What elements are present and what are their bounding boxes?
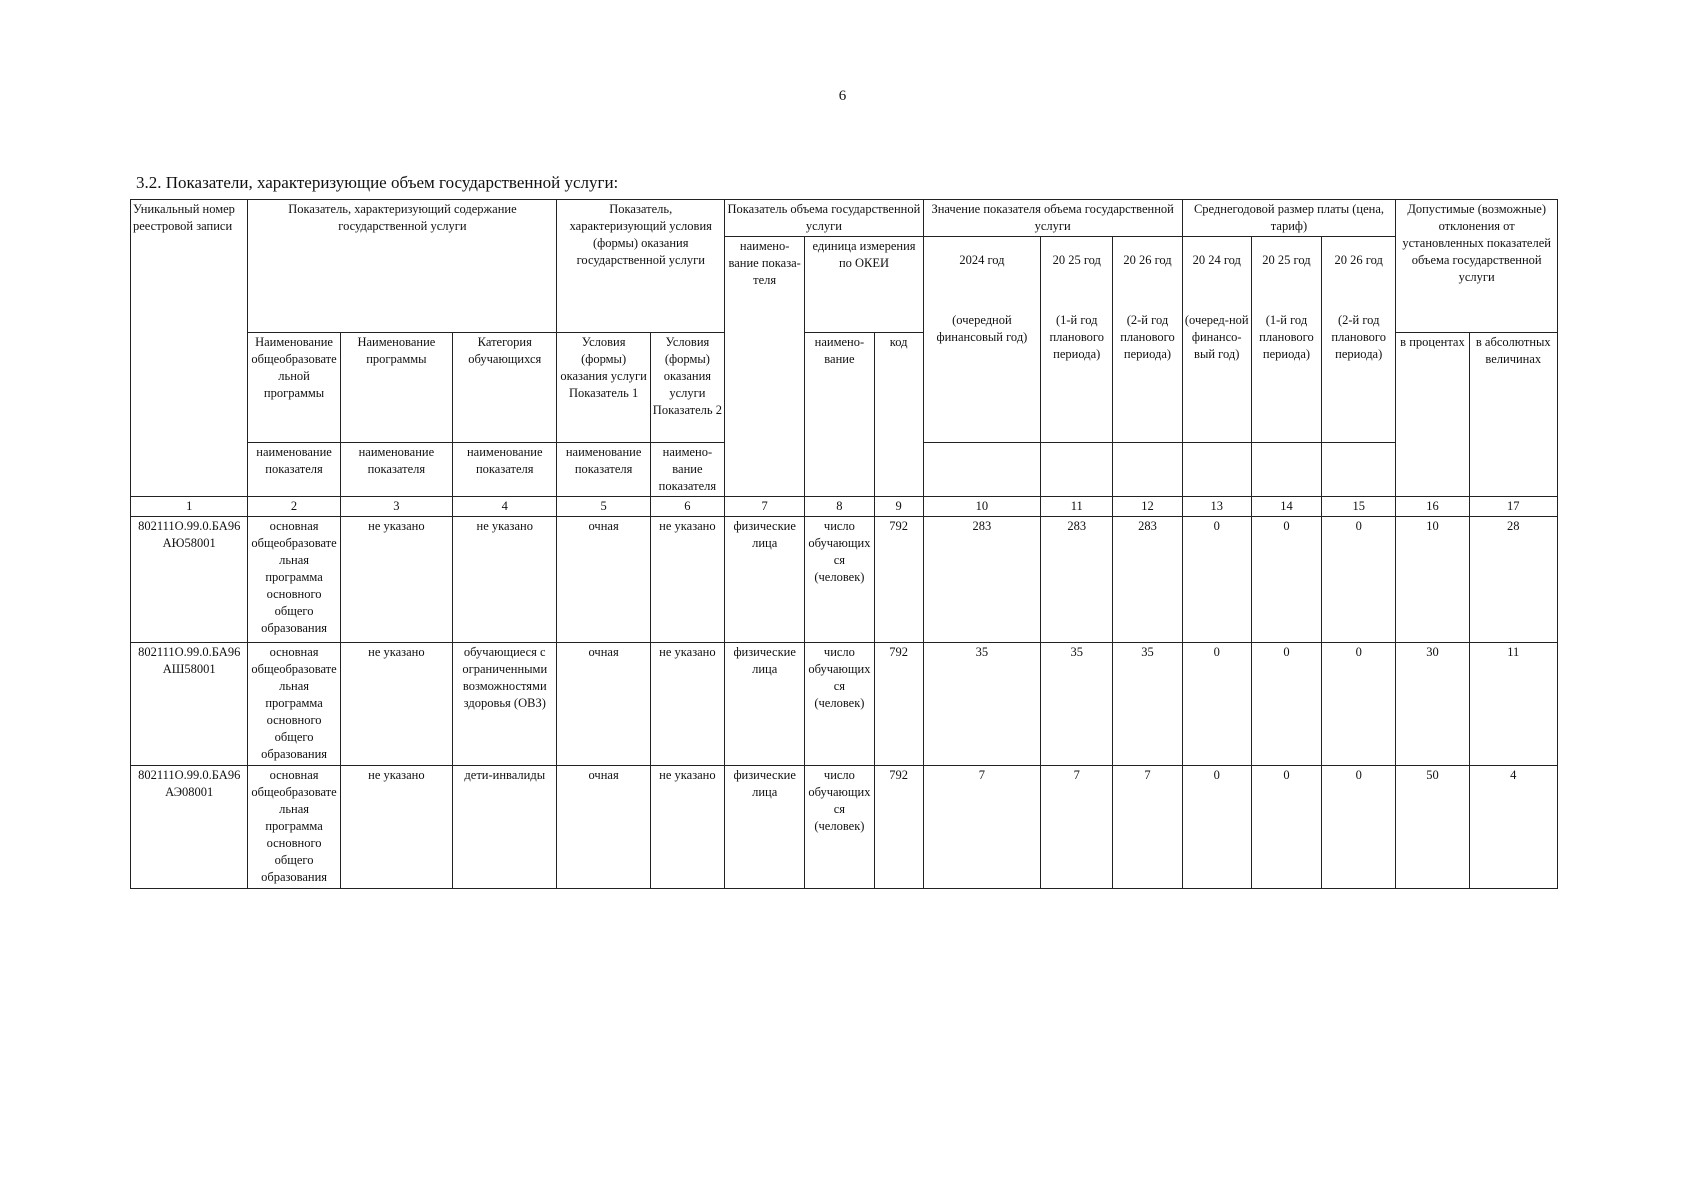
header-conditions-indicator: Показатель, характеризующий условия (формы) оказания государственной услуги [557,200,725,333]
row-deviation-absolute: 28 [1469,517,1557,643]
row-category: дети-инвалиды [453,766,557,889]
row-value-2025: 283 [1041,517,1113,643]
header-blank-12 [1113,443,1182,497]
row-value-2026: 7 [1113,766,1182,889]
header-sub-cond2: Условия (формы) оказания услуги Показатель 2 [650,333,724,443]
column-number: 14 [1251,497,1321,517]
header-fee-2026-period: (2-й год планового периода) [1331,313,1386,361]
row-fee-2025: 0 [1251,517,1321,643]
row-value-2024: 7 [923,766,1040,889]
column-numbers-row [131,497,1558,517]
header-2026-period: (2-й год планового периода) [1120,313,1175,361]
row-program: основная общеобразовательная программа основного общего образования [248,766,340,889]
row-unit: число обучающихся (человек) [805,643,874,766]
column-number: 9 [874,497,923,517]
row-registry-id: 802111О.99.0.БА96 АШ58001 [131,643,248,766]
table-row [131,766,1558,889]
row-indicator-name: физические лица [725,643,805,766]
row-fee-2024: 0 [1182,643,1251,766]
header-unit-code: код [874,333,923,497]
column-number: 8 [805,497,874,517]
row-program-name: не указано [340,766,452,889]
column-number: 6 [650,497,724,517]
row-fee-2024: 0 [1182,517,1251,643]
row-condition-2: не указано [650,766,724,889]
header-dev-absolute: в абсолютных величинах [1469,333,1557,497]
header-volume-indicator: Показатель объема государственной услуги [725,200,924,237]
header-fee-2026-label: 20 26 год [1334,253,1383,267]
column-number: 10 [923,497,1040,517]
row-registry-id: 802111О.99.0.БА96 АЭ08001 [131,766,248,889]
header-fee-2024 [1182,237,1251,443]
column-number: 13 [1182,497,1251,517]
header-content-indicator: Показатель, характеризующий содержание государственной услуги [248,200,557,333]
column-number: 3 [340,497,452,517]
header-2026-label: 20 26 год [1123,253,1172,267]
row-value-2024: 283 [923,517,1040,643]
header-blank-14 [1251,443,1321,497]
header-ind-name-2: наименование показателя [248,443,340,497]
row-code: 792 [874,643,923,766]
row-program-name: не указано [340,643,452,766]
header-volume-value: Значение показателя объема государственной услуги [923,200,1182,237]
column-number: 7 [725,497,805,517]
row-indicator-name: физические лица [725,517,805,643]
header-sub-program-name: Наименование общеобразовательной программы [248,333,340,443]
page-number: 6 [838,88,847,104]
row-registry-id: 802111О.99.0.БА96 АЮ58001 [131,517,248,643]
header-2024 [923,237,1040,443]
column-number: 15 [1322,497,1396,517]
header-fee-2024-period: (очеред-ной финансо-вый год) [1184,313,1249,361]
row-program: основная общеобразовательная программа основного общего образования [248,643,340,766]
header-fee-2025 [1251,237,1321,443]
row-form: очная [557,643,650,766]
row-form: очная [557,766,650,889]
row-code: 792 [874,517,923,643]
row-value-2025: 7 [1041,766,1113,889]
row-value-2025: 35 [1041,643,1113,766]
row-fee-2026: 0 [1322,643,1396,766]
row-condition-2: не указано [650,643,724,766]
row-category: обучающиеся с ограниченными возможностями здоровья (ОВЗ) [453,643,557,766]
column-number: 11 [1041,497,1113,517]
header-fee-2025-label: 20 25 год [1262,253,1311,267]
header-2024-period: (очередной финансовый год) [936,313,1028,344]
header-2025 [1041,237,1113,443]
column-number: 2 [248,497,340,517]
row-category: не указано [453,517,557,643]
header-avg-fee: Среднегодовой размер платы (цена, тариф) [1182,200,1396,237]
header-ind-name-4: наименование показателя [453,443,557,497]
row-program-name: не указано [340,517,452,643]
header-fee-2025-period: (1-й год планового периода) [1259,313,1314,361]
header-deviations: Допустимые (возможные) отклонения от установленных показателей объема государственной услуги [1396,200,1558,333]
row-code: 792 [874,766,923,889]
table-row [131,517,1558,643]
header-2025-label: 20 25 год [1052,253,1101,267]
column-number: 5 [557,497,650,517]
row-fee-2025: 0 [1251,766,1321,889]
header-2026 [1113,237,1182,443]
row-value-2024: 35 [923,643,1040,766]
volume-indicators-table [130,199,1558,889]
header-unique-number: Уникальный номер реестровой записи [131,200,248,497]
row-deviation-absolute: 11 [1469,643,1557,766]
row-indicator-name: физические лица [725,766,805,889]
section-title: 3.2. Показатели, характеризующие объем государственной услуги: [136,173,619,192]
header-unit-okei: единица измерения по ОКЕИ [805,237,923,333]
row-deviation-absolute: 4 [1469,766,1557,889]
column-number: 4 [453,497,557,517]
row-condition-2: не указано [650,517,724,643]
header-2024-label: 2024 год [959,253,1005,267]
column-number: 17 [1469,497,1557,517]
header-2025-period: (1-й год планового периода) [1049,313,1104,361]
column-number: 16 [1396,497,1469,517]
row-value-2026: 283 [1113,517,1182,643]
row-value-2026: 35 [1113,643,1182,766]
header-blank-15 [1322,443,1396,497]
row-unit: число обучающихся (человек) [805,766,874,889]
header-sub-category: Категория обучающихся [453,333,557,443]
header-indicator-name: наимено-вание показа-теля [725,237,805,497]
row-form: очная [557,517,650,643]
header-fee-2026 [1322,237,1396,443]
header-blank-11 [1041,443,1113,497]
header-dev-percent: в процентах [1396,333,1469,497]
header-unit-name: наимено-вание [805,333,874,497]
row-deviation-percent: 50 [1396,766,1469,889]
header-blank-10 [923,443,1040,497]
row-fee-2026: 0 [1322,517,1396,643]
header-sub-cond1: Условия (формы) оказания услуги Показатель 1 [557,333,650,443]
row-deviation-percent: 10 [1396,517,1469,643]
row-fee-2024: 0 [1182,766,1251,889]
table-row [131,643,1558,766]
header-ind-name-3: наименование показателя [340,443,452,497]
header-ind-name-6: наимено-вание показателя [650,443,724,497]
row-program: основная общеобразовательная программа основного общего образования [248,517,340,643]
row-unit: число обучающихся (человек) [805,517,874,643]
row-fee-2025: 0 [1251,643,1321,766]
header-ind-name-5: наименование показателя [557,443,650,497]
column-number: 1 [131,497,248,517]
row-fee-2026: 0 [1322,766,1396,889]
row-deviation-percent: 30 [1396,643,1469,766]
header-sub-program: Наименование программы [340,333,452,443]
column-number: 12 [1113,497,1182,517]
header-blank-13 [1182,443,1251,497]
header-fee-2024-label: 20 24 год [1192,253,1241,267]
